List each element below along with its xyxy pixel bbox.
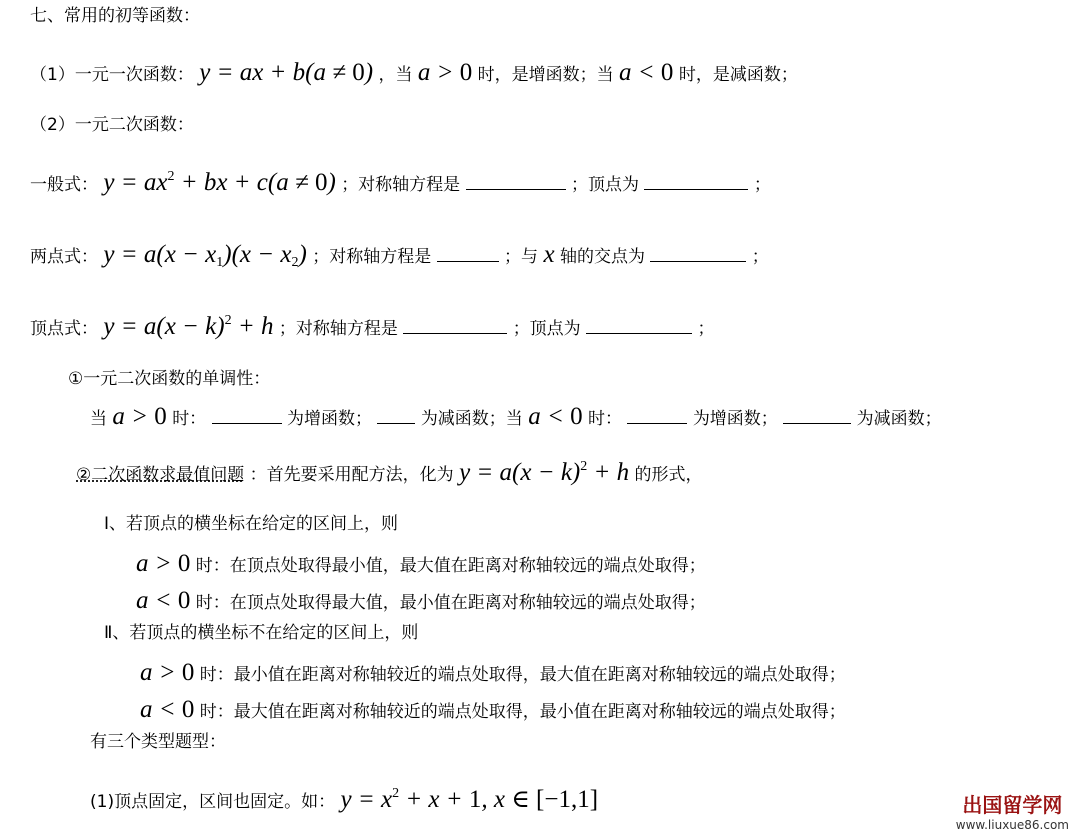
case1-neg-cond: a < 0: [136, 587, 191, 614]
quadratic-heading: （2）一元二次函数：: [30, 115, 194, 135]
vertex-axis-blank: [403, 316, 507, 334]
type1-formula: $y = x^2 + x + 1$, x ∈ [−1,1]: [340, 786, 599, 813]
linear-mid2: 时，是增函数；当: [477, 65, 614, 85]
case2-neg-cond: a < 0: [140, 696, 195, 723]
linear-cond-pos: a > 0: [417, 59, 473, 86]
types-heading: 有三个类型题型：: [90, 732, 226, 752]
two-point-intersect-var: x: [543, 241, 555, 268]
general-axis-text: ；对称轴方程是: [341, 175, 461, 195]
extreme-heading: ②二次函数求最值问题: [76, 465, 245, 485]
vertex-vertex-blank: [586, 316, 692, 334]
case2-pos-cond: a > 0: [140, 659, 195, 686]
two-point-intersect-blank: [650, 244, 746, 262]
two-point-intersect-b: 轴的交点为: [559, 247, 645, 267]
section-title: 七、常用的初等函数：: [30, 6, 200, 26]
vertex-form-line: [30, 314, 715, 339]
general-end: ；: [753, 175, 771, 195]
two-point-axis-text: ；对称轴方程是: [312, 247, 432, 267]
monotonic-inc2-blank: [627, 406, 687, 424]
linear-cond-neg: a < 0: [619, 59, 674, 86]
vertex-form-label: 顶点式：: [30, 319, 98, 339]
vertex-end: ；: [697, 319, 715, 339]
watermark-name: 出国留学网: [962, 793, 1063, 817]
monotonic-when: 当: [90, 409, 107, 429]
monotonic-cond-pos: a > 0: [112, 403, 167, 430]
case2-heading: Ⅱ、若顶点的横坐标不在给定的区间上，则: [104, 623, 419, 643]
two-point-form-line: [30, 242, 769, 270]
vertex-vertex-text: ；顶点为: [512, 319, 581, 339]
case1-neg-text: 时：在顶点处取得最大值，最小值在距离对称轴较远的端点处取得；: [195, 593, 706, 613]
monotonic-inc2: 为增函数；: [692, 409, 778, 429]
extreme-text: ：首先要采用配方法，化为: [249, 465, 454, 485]
monotonic-inc: 为增函数；: [287, 409, 372, 429]
monotonic-dec2: 为减函数；: [856, 409, 942, 429]
case2-pos-line: [140, 660, 846, 685]
vertex-axis-text: ；对称轴方程是: [278, 319, 398, 339]
type1-line: [90, 787, 598, 812]
linear-prefix: （1）一元一次函数：: [30, 65, 194, 85]
two-point-label: 两点式：: [30, 247, 98, 267]
type1-text: (1)顶点固定，区间也固定。如：: [90, 792, 336, 812]
general-form-line: [30, 170, 771, 195]
case1-heading: Ⅰ、若顶点的横坐标在给定的区间上，则: [104, 514, 399, 534]
monotonic-heading: ①一元二次函数的单调性：: [68, 369, 271, 389]
case2-neg-line: [140, 697, 846, 722]
general-form-label: 一般式：: [30, 175, 98, 195]
monotonic-line: [90, 404, 942, 429]
linear-mid3: 时，是减函数；: [678, 65, 798, 85]
linear-mid1: ，当: [378, 65, 413, 85]
case1-pos-text: 时：在顶点处取得最小值，最大值在距离对称轴较远的端点处取得；: [195, 556, 706, 576]
monotonic-inc-blank: [212, 406, 282, 424]
extreme-line: [76, 460, 703, 485]
linear-formula: y = ax + b(a ≠ 0): [199, 59, 374, 86]
case1-pos-line: [136, 551, 706, 576]
extreme-tail: 的形式，: [634, 465, 703, 485]
case1-pos-cond: a > 0: [136, 550, 191, 577]
two-point-axis-blank: [437, 244, 499, 262]
monotonic-cond-neg: a < 0: [528, 403, 583, 430]
watermark-url: www.liuxue86.com: [955, 818, 1069, 832]
general-axis-blank: [466, 172, 566, 190]
general-form-formula: $y = ax^2$ + bx + c(a ≠ 0): [103, 169, 336, 196]
vertex-form-formula: $y = a(x - k)^2 + h$: [103, 313, 274, 340]
monotonic-colon2: 时：: [588, 409, 622, 429]
case1-neg-line: [136, 588, 706, 613]
two-point-intersect-a: ；与: [504, 247, 539, 267]
general-vertex-text: ；顶点为: [571, 175, 639, 195]
monotonic-dec-a: 为减函数；当: [420, 409, 523, 429]
general-vertex-blank: [644, 172, 748, 190]
two-point-end: ；: [751, 247, 769, 267]
monotonic-dec2-blank: [783, 406, 851, 424]
monotonic-colon: 时：: [172, 409, 207, 429]
extreme-formula: $y = a(x - k)^2 + h$: [459, 459, 630, 486]
two-point-formula: $y = a(x - x_1)(x - x_2)$: [103, 241, 307, 271]
watermark: [956, 789, 1069, 832]
case2-pos-text: 时：最小值在距离对称轴较近的端点处取得，最大值在距离对称轴较远的端点处取得；: [199, 665, 846, 685]
monotonic-dec-blank: [377, 406, 415, 424]
linear-function-line: [30, 60, 798, 85]
case2-neg-text: 时：最大值在距离对称轴较近的端点处取得，最小值在距离对称轴较远的端点处取得；: [199, 702, 846, 722]
